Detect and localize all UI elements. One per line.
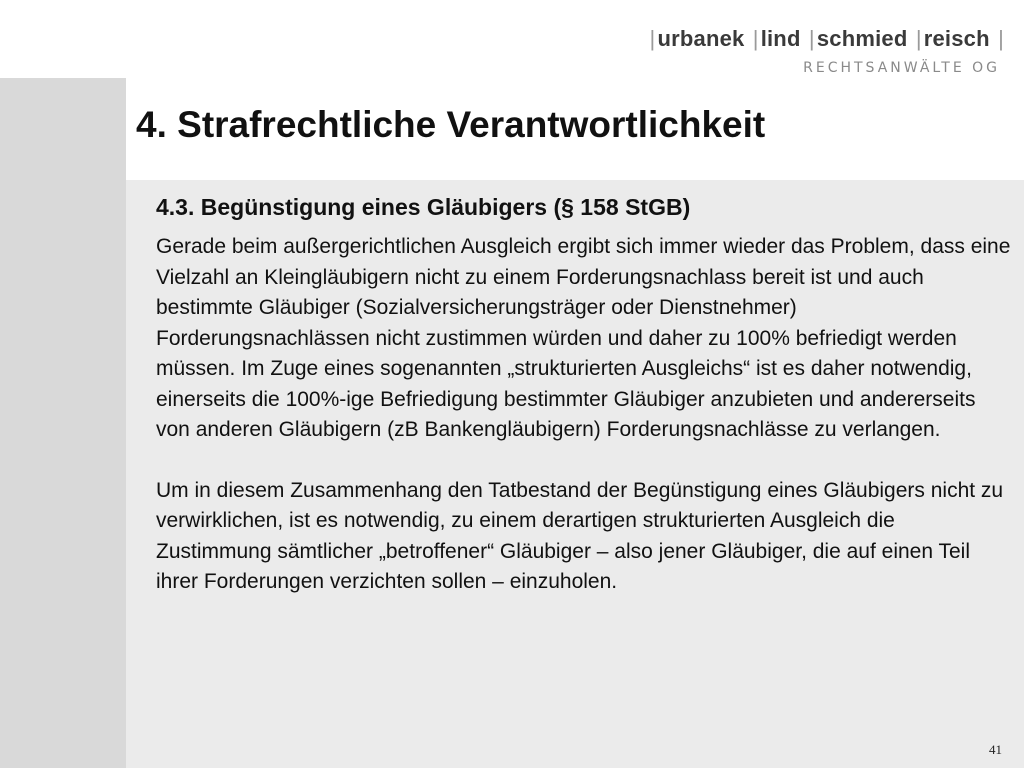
logo-separator: | [649,26,656,51]
page-number: 41 [989,742,1002,757]
logo-name-lind: lind [760,26,801,51]
slide-body [156,192,1014,598]
logo-separator: | [998,26,1004,51]
left-sidebar-bar [0,78,126,768]
paragraph-1: Gerade beim außergerichtlichen Ausgleich ergibt sich immer wieder das Problem, dass eine Vielzahl an Kleingläubigern nicht zu einem Forderungsnachlass bereit ist und auch bestimmte Gläubiger (Sozialversicherungsträger oder Dienstnehmer) Forderungsnachlässen nicht zustimmen würden und daher zu 100% befriedigt werden müssen. Im Zuge eines sogenannten „strukturierten Ausgleichs“ ist es daher notwendig, einerseits die 100%-ige Befriedigung bestimmter Gläubiger anzubieten und andererseits von anderen Gläubigern (zB Bankengläubigern) Forderungsnachlässe zu verlangen. [156,235,1011,441]
law-firm-logo [648,26,1006,76]
logo-separator: | [915,26,922,51]
logo-name-schmied: schmied [816,26,908,51]
slide-title: 4. Strafrechtliche Verantwortlichkeit [136,104,766,145]
paragraph-2: Um in diesem Zusammenhang den Tatbestand der Begünstigung eines Gläubigers nicht zu verwirklichen, ist es notwendig, zu einem derartigen strukturierten Ausgleich die Zustimmung sämtlicher „betroffener“ Gläubiger – also jener Gläubiger, die auf einen Teil ihrer Forderungen verzichten sollen – einzuholen. [156,478,1004,593]
section-heading: 4.3. Begünstigung eines Gläubigers (§ 158 StGB) [156,194,691,220]
logo-separator: | [752,26,759,51]
logo-names [648,26,1006,52]
logo-separator: | [808,26,815,51]
logo-name-urbanek: urbanek [657,26,745,51]
logo-name-reisch: reisch [923,26,990,51]
logo-subtitle: RECHTSANWÄLTE OG [803,60,1000,76]
